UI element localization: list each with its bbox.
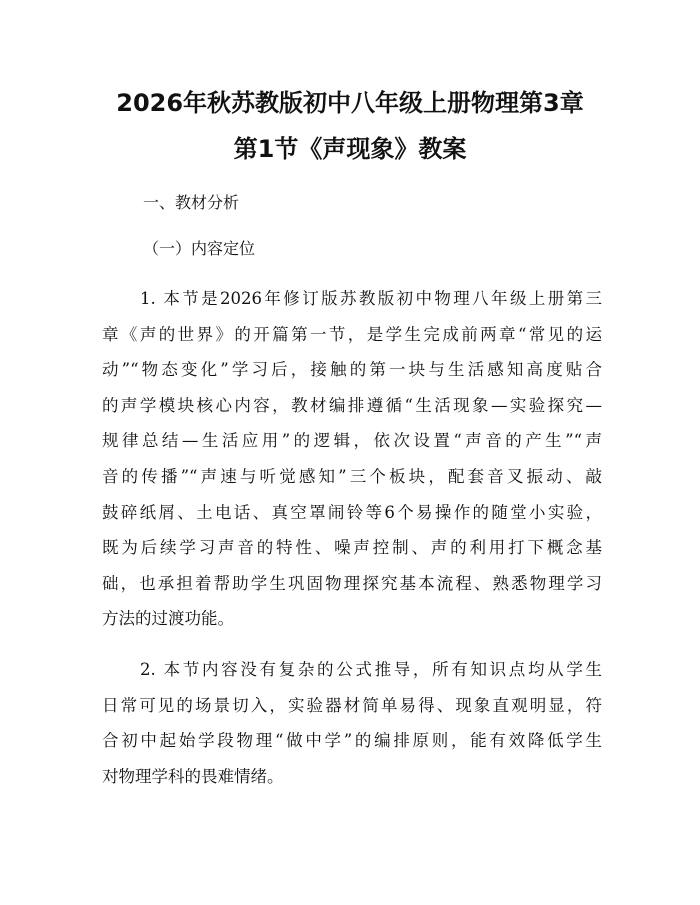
document-title-line-2: 第1节《声现象》教案 — [233, 135, 467, 163]
paragraph-line: 规律总结—生活应用”的逻辑，依次设置“声音的产生”“声 — [102, 431, 602, 451]
paragraph-line: 1. 本节是2026年修订版苏教版初中物理八年级上册第三 — [140, 289, 602, 308]
paragraph-line: 鼓碎纸屑、土电话、真空罩闹铃等6个易操作的随堂小实验， — [102, 502, 602, 522]
document-title-line-1: 2026年秋苏教版初中八年级上册物理第3章 — [116, 89, 584, 117]
paragraph-line: 章《声的世界》的开篇第一节，是学生完成前两章“常见的运 — [102, 324, 602, 344]
paragraph-line: 日常可见的场景切入，实验器材简单易得、现象直观明显，符 — [102, 695, 602, 715]
paragraph-line: 的声学模块核心内容，教材编排遵循“生活现象—实验探究— — [102, 395, 602, 415]
section-heading: 一、教材分析 — [143, 193, 240, 212]
paragraph-line: 动”“物态变化”学习后，接触的第一块与生活感知高度贴合 — [102, 360, 602, 380]
paragraph-line: 对物理学科的畏难情绪。 — [102, 766, 284, 786]
paragraph-line: 2. 本节内容没有复杂的公式推导，所有知识点均从学生 — [140, 660, 602, 679]
paragraph-line: 础，也承担着帮助学生巩固物理探究基本流程、熟悉物理学习 — [102, 573, 602, 593]
paragraph-2 — [102, 652, 602, 794]
paragraph-line: 音的传播”“声速与听觉感知”三个板块，配套音叉振动、敲 — [102, 466, 602, 486]
paragraph-1 — [102, 281, 602, 637]
paragraph-line: 既为后续学习声音的特性、噪声控制、声的利用打下概念基 — [102, 538, 602, 558]
paragraph-line: 方法的过渡功能。 — [102, 609, 234, 629]
subsection-heading: （一）内容定位 — [143, 239, 256, 258]
paragraph-line: 合初中起始学段物理“做中学”的编排原则，能有效降低学生 — [102, 731, 602, 751]
